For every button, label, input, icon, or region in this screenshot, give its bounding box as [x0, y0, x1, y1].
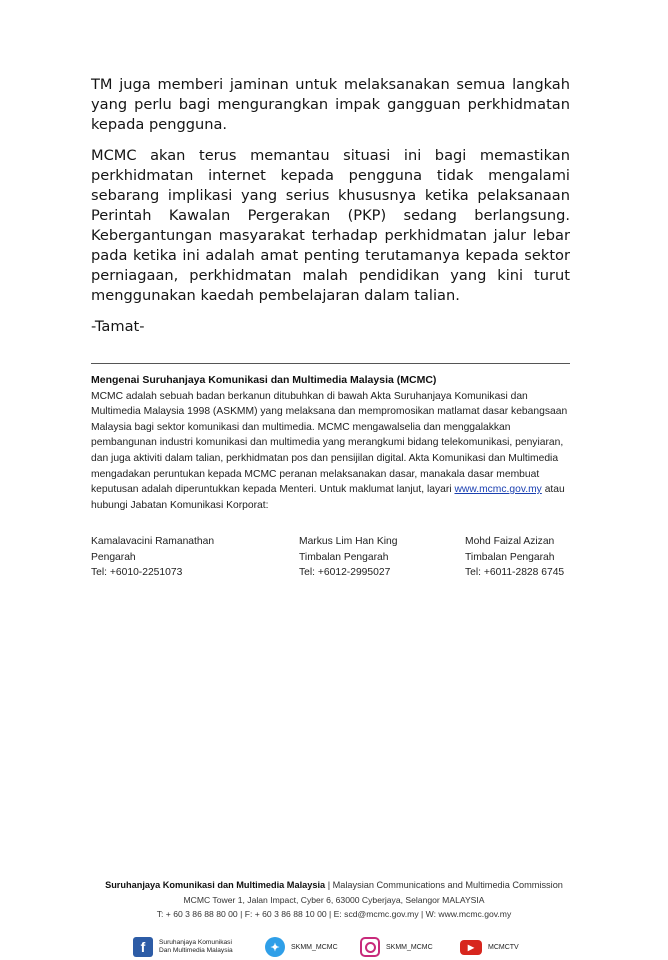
contact-tel: Tel: +6010-2251073 [91, 567, 183, 578]
contact-role: Timbalan Pengarah [465, 551, 555, 563]
social-twitter[interactable] [265, 936, 338, 958]
footer-contact-line: T: + 60 3 86 88 80 00 | F: + 60 3 86 88 10 00 | E: scd@mcmc.gov.my | W: www.mcmc.gov.my [156, 909, 512, 919]
contact-1 [91, 534, 214, 581]
mcmc-website-link[interactable]: www.mcmc.gov.my [454, 484, 542, 496]
contact-name: Markus Lim Han King [299, 536, 398, 547]
contact-3 [465, 534, 564, 581]
social-youtube[interactable] [460, 936, 519, 958]
facebook-icon: f [133, 937, 153, 957]
facebook-label-2: Dan Multimedia Malaysia [159, 947, 233, 954]
paragraph-tm-guarantee: TM juga memberi jaminan untuk melaksanakan semua langkah yang perlu bagi mengurangkan impak gangguan perkhidmatan kepada pengguna. [91, 76, 570, 133]
instagram-handle: SKMM_MCMC [386, 943, 433, 951]
contact-role: Timbalan Pengarah [299, 551, 389, 563]
end-marker: -Tamat- [91, 318, 145, 335]
about-tail: atau hubungi Jabatan Komunikasi Korporat: [91, 484, 565, 511]
social-instagram[interactable] [360, 936, 433, 958]
about-mcmc-section [91, 373, 571, 513]
paragraph-mcmc-monitoring: MCMC akan terus memantau situasi ini bagi memastikan perkhidmatan internet kepada pengguna tidak mengalami sebarang implikasi yang serius khususnya ketika pelaksanaan Perintah Kawalan Pergerakan (PKP) sedang berlangsung. Kebergantungan masyarakat terhadap perkhidmatan jalur lebar pada ketika ini adalah amat penting terutamanya kepada sektor perniagaan, perkhidmatan malah pendidikan yang kini turut menggunakan kaedah pembelajaran dalam talian. [91, 147, 570, 304]
section-divider [91, 363, 570, 364]
footer-org [0, 880, 668, 890]
twitter-handle: SKMM_MCMC [291, 943, 338, 951]
contact-tel: Tel: +6011-2828 6745 [465, 567, 565, 578]
contact-name: Kamalavacini Ramanathan [91, 536, 215, 547]
footer-org-name: Suruhanjaya Komunikasi dan Multimedia Malaysia [105, 880, 326, 890]
contact-name: Mohd Faizal Azizan [465, 536, 555, 547]
instagram-icon [360, 937, 380, 957]
footer-address: MCMC Tower 1, Jalan Impact, Cyber 6, 63000 Cyberjaya, Selangor MALAYSIA [183, 895, 485, 905]
contact-role: Pengarah [91, 551, 136, 563]
youtube-handle: MCMCTV [488, 943, 519, 951]
youtube-icon: ▶ [460, 940, 482, 955]
footer-org-english: | Malaysian Communications and Multimedia Commission [327, 880, 563, 890]
contact-tel: Tel: +6012-2995027 [299, 567, 391, 578]
twitter-icon: ✦ [265, 937, 285, 957]
about-body: MCMC adalah sebuah badan berkanun ditubuhkan di bawah Akta Suruhanjaya Komunikasi dan Multimedia Malaysia 1998 (ASKMM) yang melaksana dan mempromosikan matlamat dasar kebangsaan Malaysia bagi sektor komunikasi dan multimedia. MCMC mengawalselia dan menggalakkan pembangunan industri komunikasi dan multimedia yang merangkumi bidang telekomunikasi, penyiaran, dan juga aktiviti dalam talian, perkhidmatan pos dan pensijilan digital. Akta Komunikasi dan Multimedia mengadakan peruntukan kepada MCMC peranan melaksanakan dasar, manakala dasar membuat keputusan adalah diperuntukkan kepada Menteri. Untuk maklumat lanjut, layari [91, 390, 568, 496]
social-facebook[interactable] [133, 936, 233, 958]
contact-2 [299, 534, 397, 581]
about-title: Mengenai Suruhanjaya Komunikasi dan Multimedia Malaysia (MCMC) [91, 374, 437, 386]
facebook-label-1: Suruhanjaya Komunikasi [159, 939, 232, 946]
